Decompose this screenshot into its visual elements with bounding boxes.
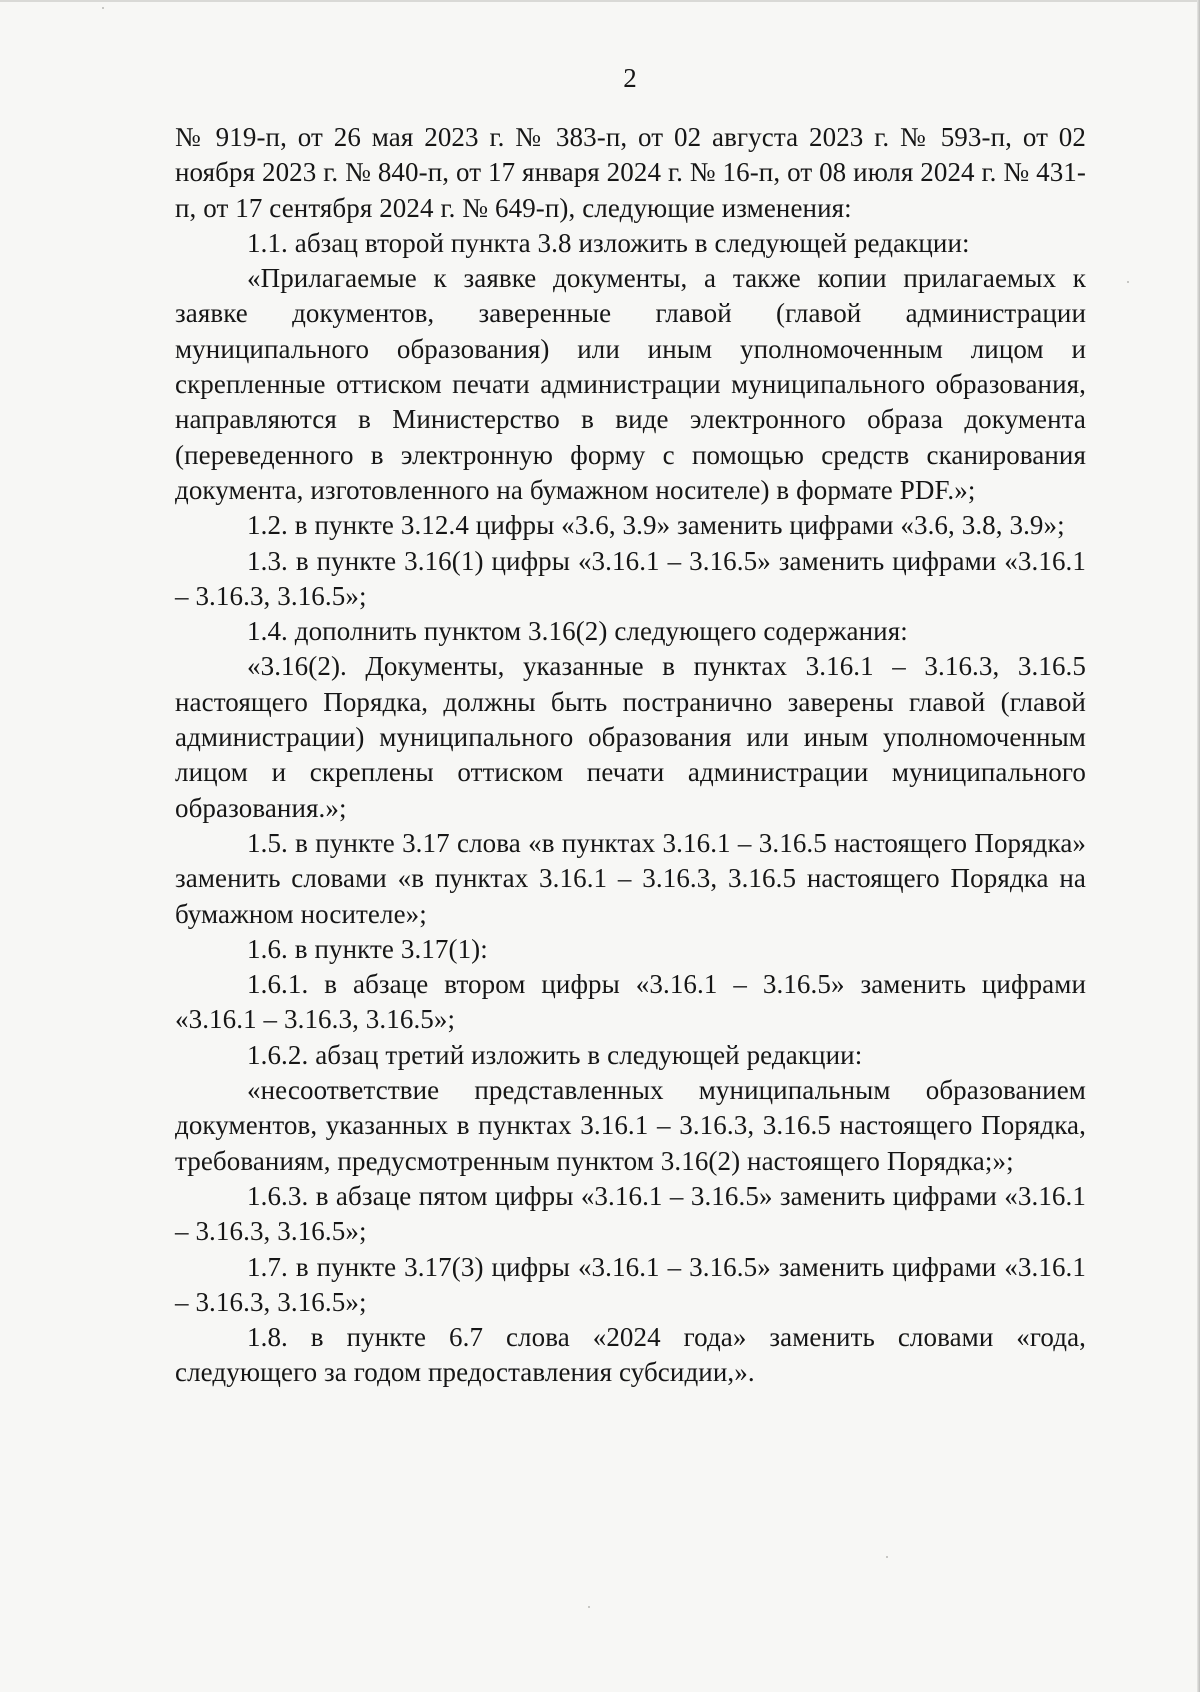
paragraph-1-7: 1.7. в пункте 3.17(3) цифры «3.16.1 – 3.16.5» заменить цифрами «3.16.1 – 3.16.3, 3.16.5»; (175, 1251, 1086, 1317)
scan-speck (1127, 281, 1129, 283)
scan-edge-top (0, 0, 1200, 2)
paragraph-1-8: 1.8. в пункте 6.7 слова «2024 года» заменить словами «года, следующего за годом предоставления субсидии,». (175, 1322, 1086, 1388)
document-body (175, 120, 1086, 1391)
paragraph-1-4: 1.4. дополнить пунктом 3.16(2) следующего содержания: (247, 616, 908, 647)
scan-speck (886, 1556, 888, 1558)
paragraph-1-4-quote: «3.16(2). Документы, указанные в пунктах 3.16.1 – 3.16.3, 3.16.5 настоящего Порядка, должны быть постранично заверены главой (главой администрации) муниципального образования или иным уполномоченным лицом и скреплены оттиском печати администрации муниципального образования.»; (175, 651, 1086, 823)
paragraph-1-6-3: 1.6.3. в абзаце пятом цифры «3.16.1 – 3.16.5» заменить цифрами «3.16.1 – 3.16.3, 3.16.5»; (175, 1180, 1086, 1247)
paragraph-1-6: 1.6. в пункте 3.17(1): (247, 933, 488, 964)
paragraph-1-6-1: 1.6.1. в абзаце втором цифры «3.16.1 – 3.16.5» заменить цифрами «3.16.1 – 3.16.3, 3.16.5»; (175, 969, 1086, 1035)
scan-speck (102, 7, 104, 9)
paragraph-continuation: № 919-п, от 26 мая 2023 г. № 383-п, от 02 августа 2023 г. № 593-п, от 02 ноября 2023 г. № 840-п, от 17 января 2024 г. № 16-п, от 08 июля 2024 г. № 431-п, от 17 сентября 2024 г. № 649-п), следующие изменения: (175, 122, 1086, 223)
paragraph-1-6-2: 1.6.2. абзац третий изложить в следующей редакции: (247, 1039, 863, 1070)
paragraph-1-6-2-quote: «несоответствие представленных муниципальным образованием документов, указанных в пунктах 3.16.1 – 3.16.3, 3.16.5 настоящего Порядка, требованиям, предусмотренным пунктом 3.16(2) настоящего Порядка;»; (175, 1075, 1086, 1176)
paragraph-1-3: 1.3. в пункте 3.16(1) цифры «3.16.1 – 3.16.5» заменить цифрами «3.16.1 – 3.16.3, 3.16.5»; (175, 545, 1086, 611)
page-number: 2 (623, 63, 637, 93)
paragraph-1-2: 1.2. в пункте 3.12.4 цифры «3.6, 3.9» заменить цифрами «3.6, 3.8, 3.9»; (247, 510, 1065, 541)
paragraph-1-1: 1.1. абзац второй пункта 3.8 изложить в следующей редакции: (247, 227, 970, 258)
scan-speck (588, 1606, 590, 1608)
paragraph-1-5: 1.5. в пункте 3.17 слова «в пунктах 3.16.1 – 3.16.5 настоящего Порядка» заменить словами «в пунктах 3.16.1 – 3.16.3, 3.16.5 настоящего Порядка на бумажном носителе»; (175, 827, 1086, 929)
paragraph-1-1-quote: «Прилагаемые к заявке документы, а также копии прилагаемых к заявке документов, заверенные главой (главой администрации муниципального образования) или иным уполномоченным лицом и скрепленные оттиском печати администрации муниципального образования, направляются в Министерство в виде электронного образа документа (переведенного в электронную форму с помощью средств сканирования документа, изготовленного на бумажном носителе) в формате PDF.»; (175, 263, 1086, 505)
